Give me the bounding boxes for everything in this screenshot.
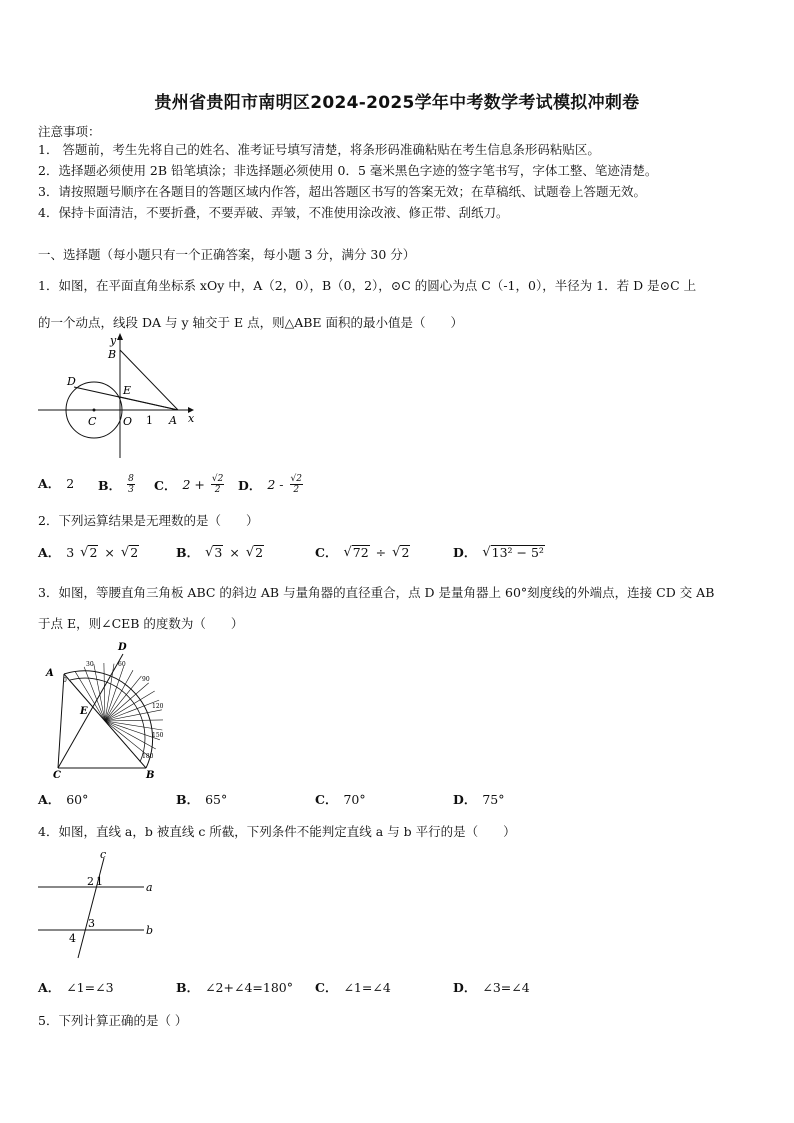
question-4-text: 4．如图，直线 a，b 被直线 c 所截，下列条件不能判定直线 a 与 b 平行的是（ ） <box>38 824 516 839</box>
fraction <box>211 474 224 495</box>
label-a: A <box>46 668 54 679</box>
question-1-text-cont: 的一个动点，线段 DA 与 y 轴交于 E 点，则△ABE 面积的最小值是（ ） <box>38 315 464 330</box>
option-letter: B． <box>176 545 200 560</box>
label-b: B <box>146 770 155 778</box>
option-c[interactable] <box>154 474 224 495</box>
tick-90: 90 <box>142 676 150 683</box>
denominator: 2 <box>293 485 300 495</box>
radicand: 2 <box>130 545 139 560</box>
tick-60: 60 <box>118 661 126 668</box>
radicand: 2 <box>401 545 410 560</box>
angle-1: 1 <box>96 875 103 888</box>
page-title: 贵州省贵阳市南明区2024-2025学年中考数学考试模拟冲刺卷 <box>154 93 640 113</box>
coefficient: 3 <box>66 544 75 560</box>
label-o: O <box>123 415 133 428</box>
notice-item: 4．保持卡面清洁，不要折叠，不要弄破、弄皱，不准使用涂改液、修正带、刮纸刀。 <box>38 205 509 220</box>
radicand: 2 <box>296 474 302 484</box>
option-value: 70° <box>343 791 366 807</box>
option-letter: A． <box>38 476 61 491</box>
label-e: E <box>80 706 88 717</box>
question-3-text: 3．如图，等腰直角三角板 ABC 的斜边 AB 与量角器的直径重合，点 D 是量角器上 60°刻度线的外端点，连接 CD 交 AB <box>38 585 715 600</box>
question-1-text: 1．如图，在平面直角坐标系 xOy 中，A（2，0），B（0，2），⊙C 的圆心为点 C（-1，0），半径为 1．若 D 是⊙C 上 <box>38 278 697 293</box>
radicand: 2 <box>255 545 264 560</box>
tick-30: 30 <box>86 661 94 668</box>
question-3-options <box>38 790 758 812</box>
radical: √ 13² − 5² <box>482 544 544 560</box>
radical: √ 2 <box>392 544 410 560</box>
radical: √ 3 <box>205 544 223 560</box>
segment-ab <box>120 350 178 410</box>
option-value: ∠1=∠4 <box>343 979 391 995</box>
option-letter: D． <box>453 980 477 995</box>
radicand: 13² − 5² <box>491 545 544 560</box>
option-value: 75° <box>482 791 505 807</box>
angle-3: 3 <box>88 917 95 930</box>
option-c[interactable] <box>315 543 410 561</box>
tick-150: 150 <box>152 732 164 739</box>
radicand: 72 <box>352 545 369 560</box>
question-2-text: 2．下列运算结果是无理数的是（ ） <box>38 513 259 528</box>
option-letter: A． <box>38 545 61 560</box>
center-point <box>93 409 96 412</box>
notice-item: 3．请按照题号顺序在各题目的答题区域内作答，超出答题区书写的答案无效；在草稿纸、试题卷上答题无效。 <box>38 184 646 199</box>
option-letter: A． <box>38 980 61 995</box>
option-letter: B． <box>176 792 200 807</box>
label-d: D <box>118 642 127 653</box>
numerator: 8 <box>128 474 134 484</box>
option-b[interactable] <box>98 474 135 495</box>
segment-ea <box>120 397 178 410</box>
operator: ÷ <box>375 544 387 560</box>
label-e: E <box>123 384 132 397</box>
option-d[interactable] <box>453 978 530 996</box>
option-value: ∠3=∠4 <box>482 979 530 995</box>
label-a: A <box>169 414 177 427</box>
y-axis-arrow <box>117 333 123 340</box>
label-c: C <box>88 415 97 428</box>
option-value: ∠2+∠4=180° <box>205 979 293 995</box>
option-b[interactable] <box>176 978 293 996</box>
label-one: 1 <box>146 414 153 427</box>
option-value: ∠1=∠3 <box>66 979 114 995</box>
option-a[interactable] <box>38 790 88 808</box>
option-b[interactable] <box>176 790 227 808</box>
fraction <box>290 474 303 495</box>
tick-120: 120 <box>152 703 164 710</box>
option-letter: C． <box>315 545 338 560</box>
numerator: √2 <box>290 474 302 484</box>
option-letter: C． <box>315 792 338 807</box>
q1-coordinate-figure <box>36 330 196 460</box>
radical: √ 2 <box>245 544 264 560</box>
option-letter: C． <box>315 980 338 995</box>
angle-2: 2 <box>87 875 94 888</box>
notice-heading: 注意事项： <box>38 124 101 139</box>
denominator: 2 <box>214 485 221 495</box>
label-c: C <box>53 770 61 778</box>
option-d[interactable] <box>453 543 545 561</box>
option-c[interactable] <box>315 978 391 996</box>
operator: × <box>104 544 115 560</box>
option-letter: B． <box>176 980 200 995</box>
option-value: 60° <box>66 791 89 807</box>
option-c[interactable] <box>315 790 366 808</box>
protractor-ray <box>105 710 162 721</box>
option-b[interactable] <box>176 543 264 561</box>
line-c <box>78 858 104 958</box>
option-letter: A． <box>38 792 61 807</box>
radicand: 2 <box>217 474 224 484</box>
label-y: y <box>110 334 117 347</box>
tick-0: 0 <box>63 677 67 684</box>
q4-parallel-lines-figure <box>36 848 166 963</box>
fraction <box>127 474 135 495</box>
option-letter: C． <box>154 477 177 493</box>
label-b: b <box>146 924 154 937</box>
protractor-ray <box>105 691 155 721</box>
denominator: 3 <box>128 485 134 495</box>
tick-180: 180 <box>142 753 154 760</box>
question-2-options <box>38 543 758 565</box>
protractor-outer-arc <box>64 671 153 768</box>
section-heading: 一、选择题（每小题只有一个正确答案，每小题 3 分，满分 30 分） <box>38 247 416 262</box>
option-letter: D． <box>453 545 477 560</box>
option-prefix: 2 - <box>267 477 284 492</box>
operator: × <box>229 544 240 560</box>
radical: √ 72 <box>343 544 369 560</box>
notice-item: 1． 答题前，考生先将自己的姓名、准考证号填写清楚，将条形码准确粘贴在考生信息条形码粘贴区。 <box>38 142 600 157</box>
q3-protractor-figure <box>42 640 182 778</box>
radicand: 3 <box>214 545 223 560</box>
label-d: D <box>67 375 76 388</box>
notice-item: 2．选择题必须使用 2B 铅笔填涂；非选择题必须使用 0．5 毫米黑色字迹的签字笔书写，字体工整、笔迹清楚。 <box>38 163 658 178</box>
side-ac <box>58 674 64 768</box>
radical: √ 2 <box>80 544 98 560</box>
option-value: 65° <box>205 791 228 807</box>
question-4-options <box>38 978 758 1000</box>
radical: √ 2 <box>120 544 139 560</box>
option-d[interactable] <box>238 474 303 495</box>
label-b: B <box>108 348 117 361</box>
angle-4: 4 <box>69 932 76 945</box>
numerator: √2 <box>211 474 224 484</box>
protractor-ray <box>105 721 150 757</box>
label-x: x <box>188 412 195 425</box>
option-letter: D． <box>453 792 477 807</box>
option-a[interactable] <box>38 543 139 561</box>
protractor-ray <box>104 663 105 721</box>
radicand: 2 <box>89 545 98 560</box>
protractor-ray <box>105 720 163 721</box>
option-letter: D． <box>238 477 262 493</box>
question-3-text-cont: 于点 E，则∠CEB 的度数为（ ） <box>38 616 244 631</box>
label-a: a <box>146 881 153 894</box>
option-d[interactable] <box>453 790 505 808</box>
question-1-options <box>38 474 758 496</box>
label-c: c <box>100 848 107 861</box>
option-prefix: 2 + <box>182 477 205 492</box>
option-a[interactable] <box>38 474 74 492</box>
question-5-text: 5．下列计算正确的是（ ） <box>38 1013 188 1028</box>
option-value: 2 <box>66 475 75 491</box>
option-a[interactable] <box>38 978 114 996</box>
option-letter: B． <box>98 477 122 493</box>
